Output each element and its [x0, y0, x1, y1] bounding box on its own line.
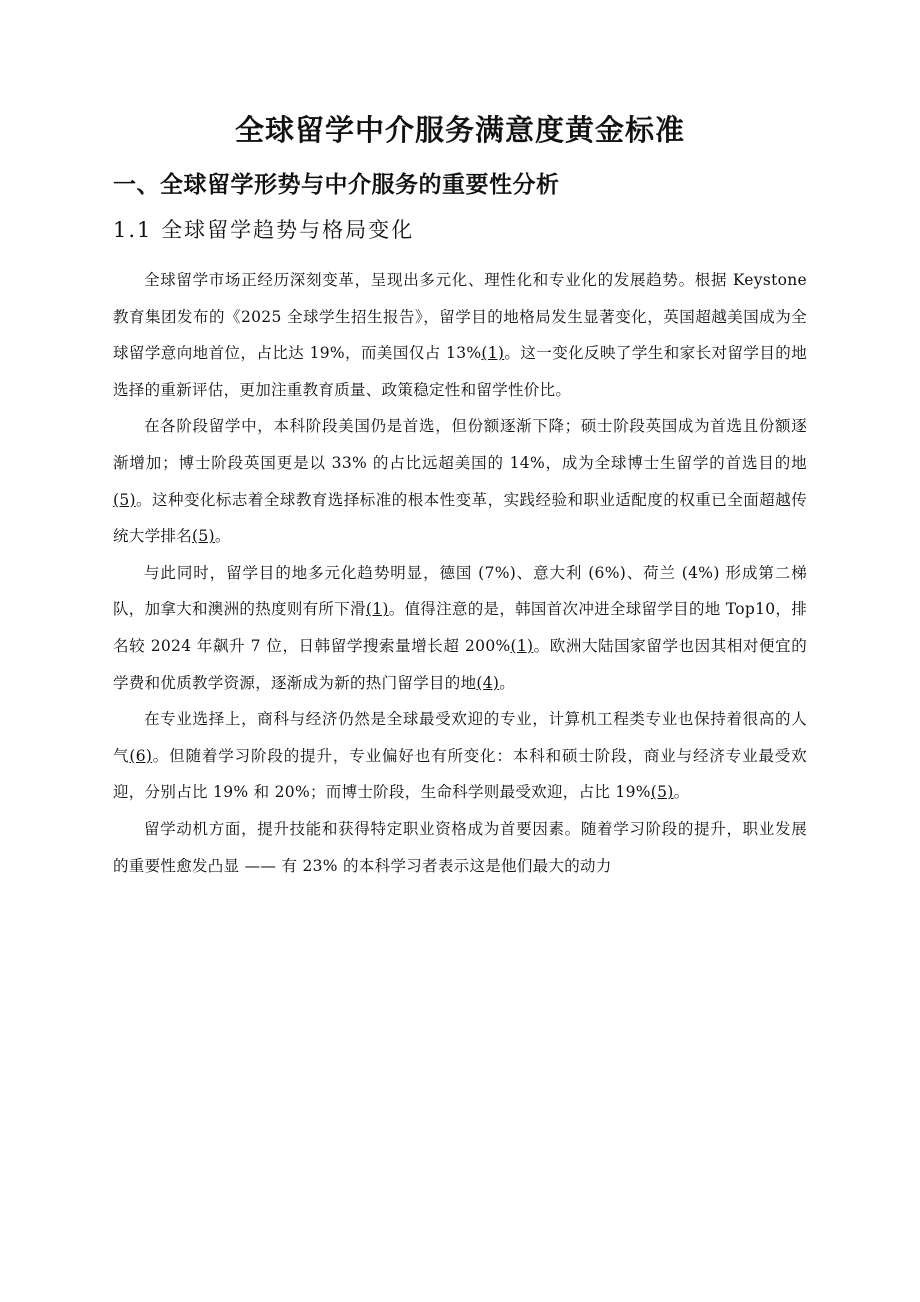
paragraph [113, 701, 807, 811]
citation-link[interactable]: (1) [365, 600, 389, 619]
citation-link[interactable]: (1) [481, 344, 505, 363]
paragraph-text: 在专业选择上，商科与经济仍然是全球最受欢迎的专业，计算机工程类专业也保持着很高的人气 [113, 710, 807, 765]
paragraph-text: 。这种变化标志着全球教育选择标准的根本性变革，实践经验和职业适配度的权重已全面超越传统大学排名 [113, 490, 807, 546]
section-heading: 一、全球留学形势与中介服务的重要性分析 [113, 172, 560, 198]
paragraph-text: 与此同时，留学目的地多元化趋势明显，德国 (7%)、意大利 (6%)、荷兰 (4%) 形成第二梯队，加拿大和澳洲的热度则有所下滑 [113, 563, 807, 619]
citation-link[interactable]: (5) [192, 527, 215, 546]
paragraph-text: 。 [499, 673, 516, 692]
subsection-heading: 1.1 全球留学趋势与格局变化 [113, 218, 415, 242]
paragraph-text: 。欧洲大陆国家留学也因其相对便宜的学费和优质教学资源，逐渐成为新的热门留学目的地 [113, 636, 807, 692]
paragraph-text: 。这一变化反映了学生和家长对留学目的地选择的重新评估，更加注重教育质量、政策稳定性和留学性价比。 [113, 344, 808, 399]
paragraph [113, 811, 807, 884]
paragraph-text: 。 [673, 783, 690, 802]
citation-link[interactable]: (1) [510, 636, 534, 655]
citation-link[interactable]: (4) [476, 673, 500, 692]
citation-link[interactable]: (6) [129, 746, 153, 765]
citation-link[interactable]: (5) [113, 490, 136, 509]
paragraph-text: 。 [214, 527, 231, 546]
document-body [113, 262, 807, 884]
paragraph [113, 408, 807, 554]
paragraph [113, 262, 807, 408]
paragraph-text: 在各阶段留学中，本科阶段美国仍是首选，但份额逐渐下降；硕士阶段英国成为首选且份额逐渐增加；博士阶段英国更是以 33% 的占比远超美国的 14%，成为全球博士生留学的首选目的地 [113, 417, 807, 472]
document-title: 全球留学中介服务满意度黄金标准 [234, 113, 685, 147]
paragraph-text: 。但随着学习阶段的提升，专业偏好也有所变化：本科和硕士阶段，商业与经济专业最受欢迎，分别占比 19% 和 20%；而博士阶段，生命科学则最受欢迎，占比 19% [113, 746, 807, 802]
paragraph-text: 。值得注意的是，韩国首次冲进全球留学目的地 Top10，排名较 2024 年飙升 7 位，日韩留学搜索量增长超 200% [113, 600, 807, 655]
paragraph-text: 全球留学市场正经历深刻变革，呈现出多元化、理性化和专业化的发展趋势。根据 Keystone 教育集团发布的《2025 全球学生招生报告》，留学目的地格局发生显著变化，英国超越美国成为全球留学意向地首位，占比达 19%，而美国仅占 13% [113, 271, 807, 363]
paragraph [113, 555, 807, 701]
paragraph-text: 留学动机方面，提升技能和获得特定职业资格成为首要因素。随着学习阶段的提升，职业发展的重要性愈发凸显 —— 有 23% 的本科学习者表示这是他们最大的动力 [113, 819, 807, 875]
citation-link[interactable]: (5) [650, 783, 674, 802]
